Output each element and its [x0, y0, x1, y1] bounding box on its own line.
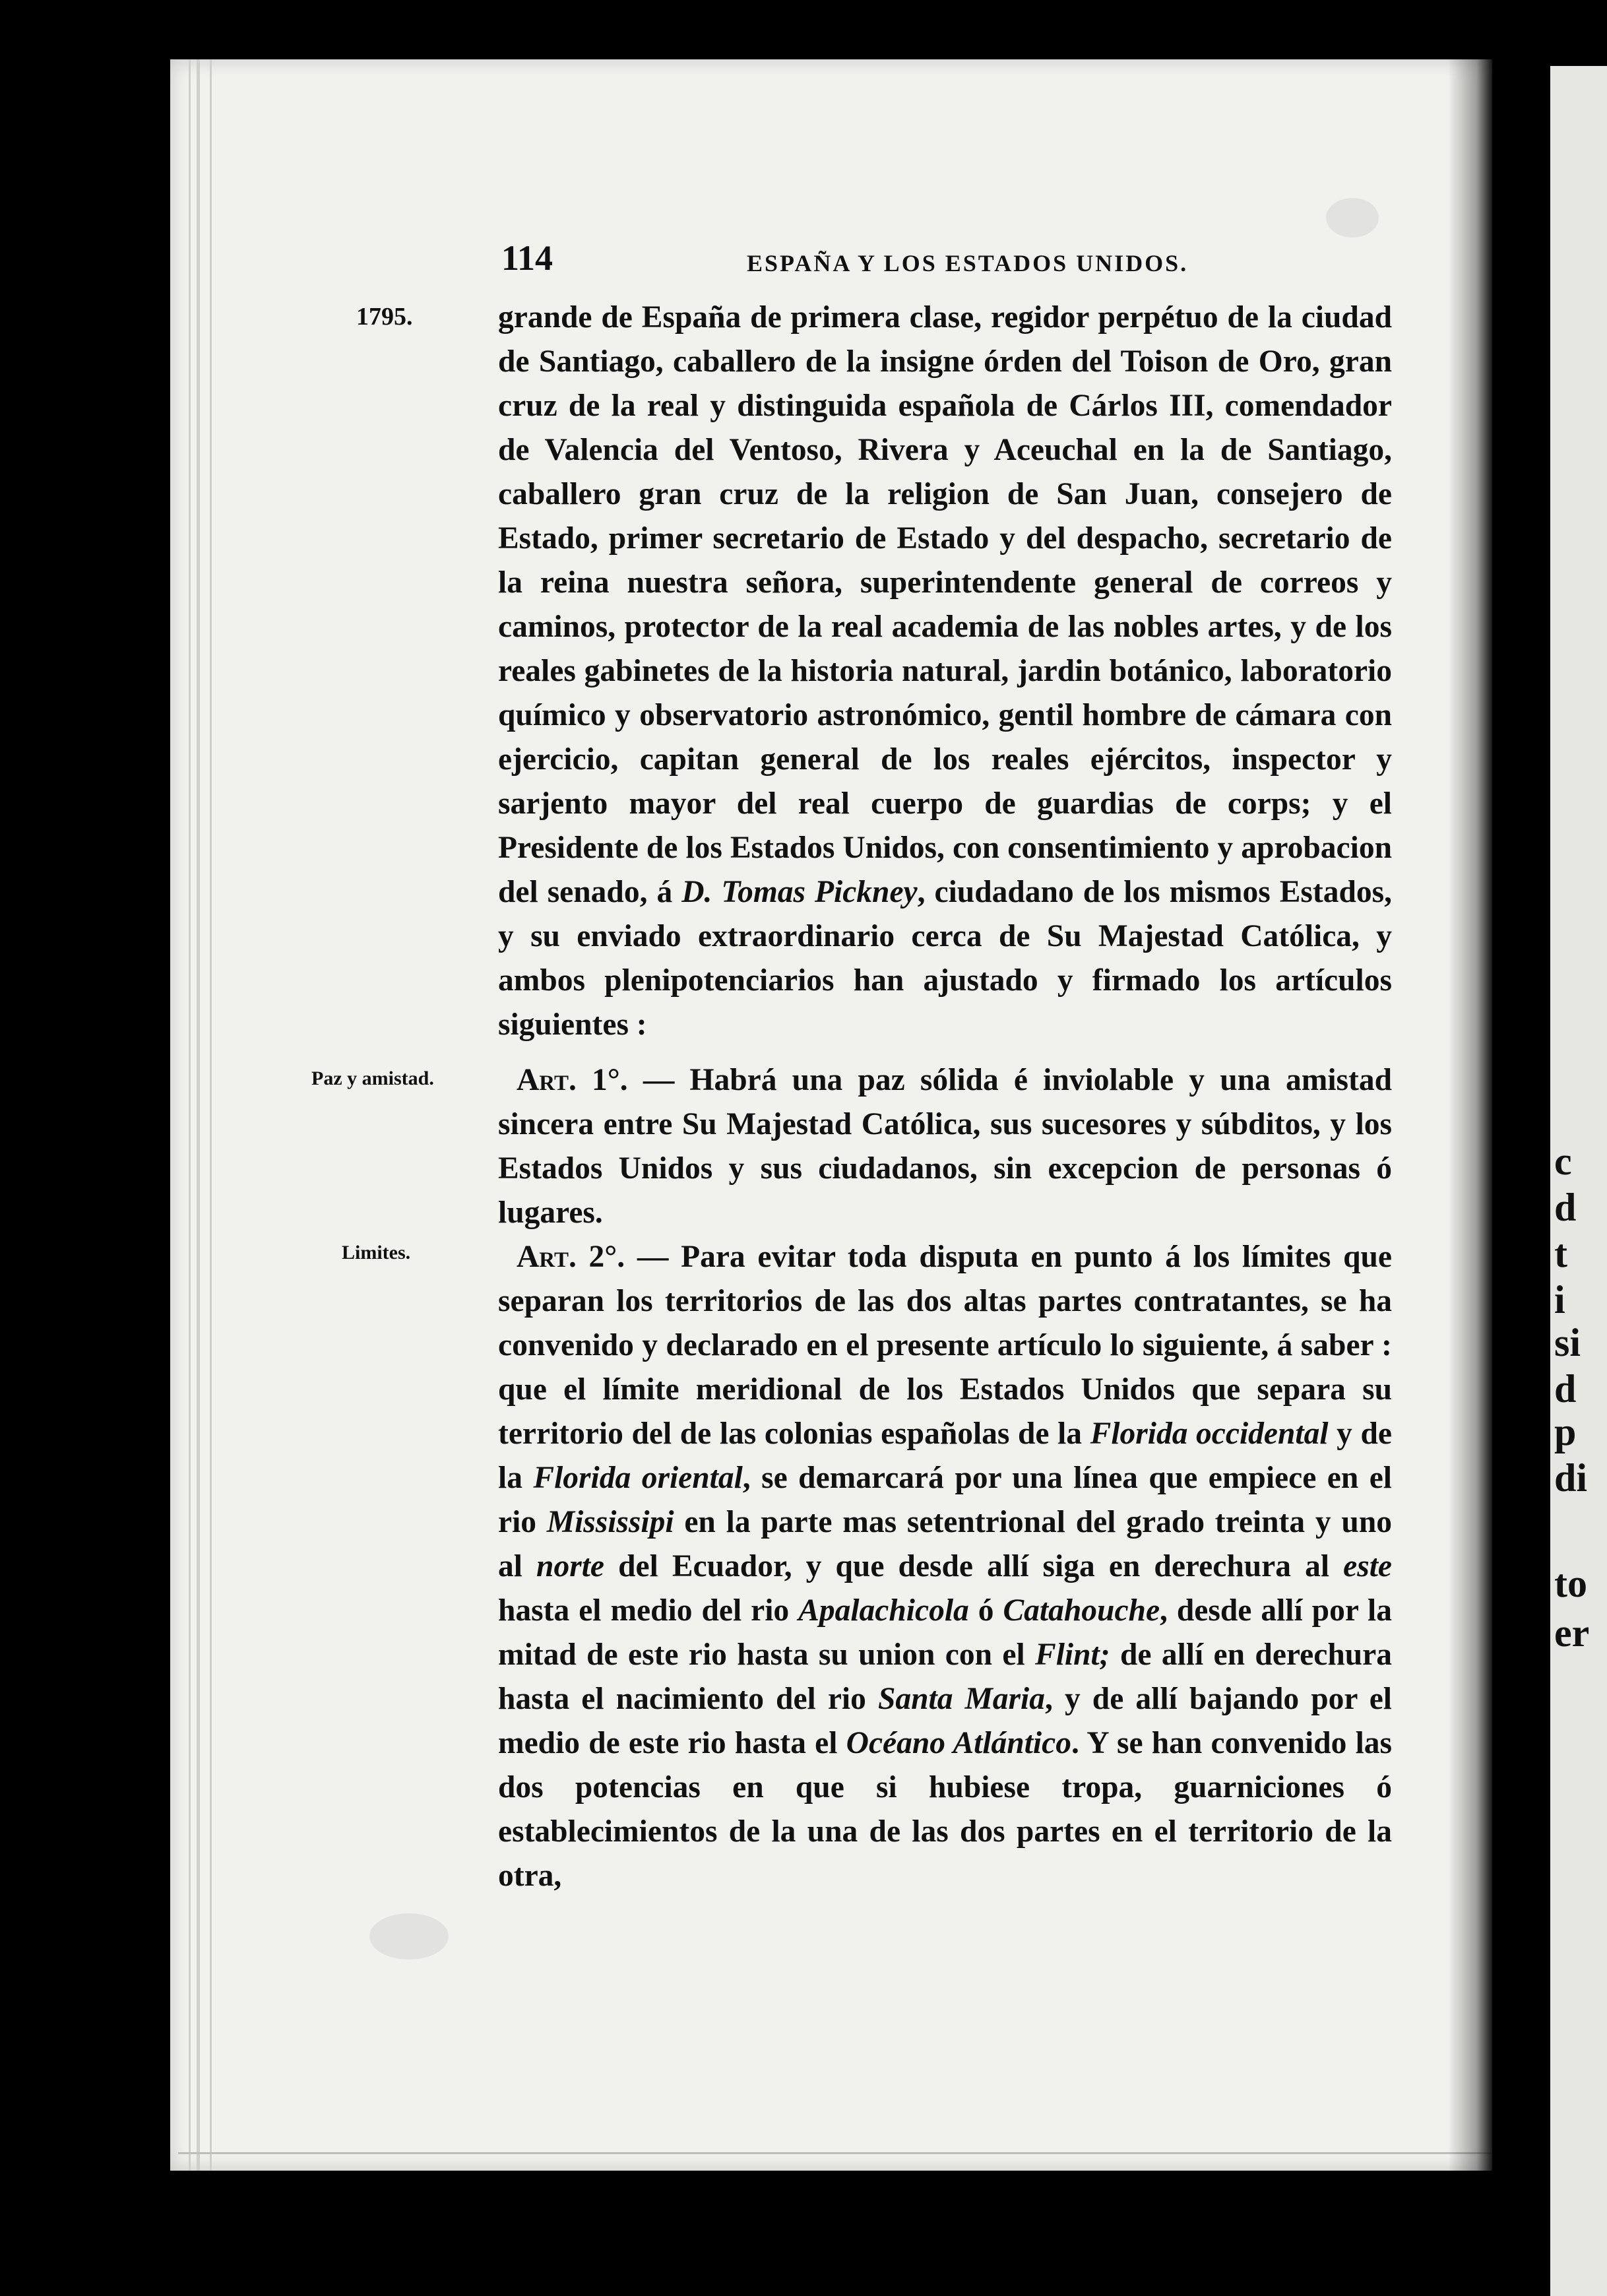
article-2-label: Art. 2°.	[517, 1240, 625, 1274]
article-2-text: hasta el medio del rio	[498, 1593, 799, 1628]
article-2-text: . Y se han convenido las dos potencias en que si hubiese tropa, guarniciones ó establecimientos de la una de las dos partes en el territorio de la otra,	[498, 1726, 1393, 1893]
article-1-label: Art. 1°.	[517, 1063, 628, 1097]
intro-text-a: grande de España de primera clase, regidor perpétuo de la ciudad de Santiago, caballero de la insigne órden del Toison de Oro, gran cruz de la real y distinguida española de Cárlos III, comendador de Valencia del Ventoso, Rivera y Aceuchal en la de Santiago, caballero gran cruz de la religion de San Juan, consejero de Estado, primer secretario de Estado y del despacho, secretario de la reina nuestra señora, superintendente general de correos y caminos, protector de la real academia de las nobles artes, y de los reales gabinetes de la historia natural, jardin botánico, laboratorio químico y observatorio astronómico, gentil hombre de cámara con ejercicio, capitan general de los reales ejércitos, inspector y sarjento mayor del real cuerpo de guardias de corps; y el Presidente de los Estados Unidos, con consentimiento y aprobacion del senado, á	[498, 300, 1392, 909]
adjacent-page-fragment: i	[1554, 1278, 1565, 1322]
article-1-paragraph	[498, 1058, 1392, 1235]
treaty-text-intro	[498, 296, 1392, 1047]
margin-note-year: 1795.	[356, 303, 413, 331]
article-2-text: — Para evitar toda disputa en punto á los límites que separan los territorios de las dos altas partes contratantes, se ha convenido y declarado en el presente artículo lo siguiente, á saber : que el límite meridional de los Estados Unidos que separa su territorio del de las colonias españolas de la	[498, 1240, 1392, 1451]
adjacent-page-fragment: d	[1554, 1186, 1577, 1229]
margin-note-limites: Limites.	[342, 1242, 411, 1263]
adjacent-page-fragment: to	[1554, 1562, 1587, 1605]
adjacent-page-fragment: di	[1554, 1456, 1588, 1500]
treaty-text-article-2	[498, 1235, 1392, 1898]
adjacent-page	[1550, 66, 1607, 2296]
page-number: 114	[501, 238, 553, 278]
gutter-shadow	[1448, 59, 1496, 2171]
article-2-italic: Florida occidental	[1090, 1417, 1329, 1451]
page-bottom-edge	[178, 2152, 1491, 2154]
adjacent-page-fragment: si	[1554, 1321, 1581, 1364]
page-stack-edge	[189, 59, 191, 2171]
article-2-italic: Mississipi	[546, 1505, 674, 1539]
article-2-italic: norte	[536, 1549, 604, 1583]
article-2-text: del Ecuador, y que desde allí siga en derechura al	[604, 1549, 1344, 1583]
page-smudge	[1326, 198, 1379, 238]
article-2-text: , desde allí por la mitad de este rio hasta su union con el	[498, 1593, 1392, 1672]
article-1-text: — Habrá una paz sólida é inviolable y una amistad sincera entre Su Majestad Católica, sus sucesores y súbditos, y los Estados Unidos y sus ciudadanos, sin excepcion de personas ó lugares.	[498, 1063, 1392, 1230]
running-title: ESPAÑA Y LOS ESTADOS UNIDOS.	[747, 250, 1189, 276]
article-2-text: y de la	[498, 1417, 1392, 1495]
article-2-italic: Catahouche	[1003, 1593, 1160, 1628]
page-stack-edge	[197, 59, 200, 2171]
article-2-italic: este	[1343, 1549, 1392, 1583]
article-2-italic: Santa Maria	[877, 1682, 1045, 1716]
margin-note-paz-y-amistad: Paz y amistad.	[311, 1068, 434, 1089]
page-stack-edge	[210, 59, 212, 2171]
adjacent-page-fragment: d	[1554, 1367, 1577, 1411]
adjacent-page-fragment: c	[1554, 1139, 1572, 1183]
article-2-text: de allí en derechura hasta el nacimiento del rio	[498, 1638, 1392, 1716]
article-2-text: , se demarcará por una línea que empiece en el rio	[498, 1461, 1392, 1539]
intro-paragraph	[498, 296, 1392, 1047]
running-header	[501, 238, 1385, 284]
article-2-text: en la parte mas setentrional del grado treinta y uno al	[498, 1505, 1393, 1583]
adjacent-page-fragment: t	[1554, 1232, 1567, 1275]
article-2-paragraph	[498, 1235, 1392, 1898]
page-smudge	[369, 1913, 449, 1960]
intro-text-b: , ciudadano de los mismos Estados, y su enviado extraordinario cerca de Su Majestad Católica, y ambos plenipotenciarios han ajustado y firmado los artículos siguientes :	[498, 875, 1392, 1042]
intro-name-italic: D. Tomas Pickney	[681, 875, 918, 909]
treaty-text-article-1	[498, 1058, 1392, 1235]
article-2-text: , y de allí bajando por el medio de este rio hasta el	[498, 1682, 1392, 1760]
article-2-italic: Océano Atlántico	[846, 1726, 1071, 1760]
adjacent-page-fragment: er	[1554, 1611, 1590, 1655]
article-2-italic: Apalachicola	[798, 1593, 969, 1628]
article-2-text: ó	[968, 1593, 1003, 1628]
article-2-italic: Flint;	[1035, 1638, 1110, 1672]
adjacent-page-fragment: p	[1554, 1410, 1577, 1453]
article-2-italic: Florida oriental	[533, 1461, 743, 1495]
